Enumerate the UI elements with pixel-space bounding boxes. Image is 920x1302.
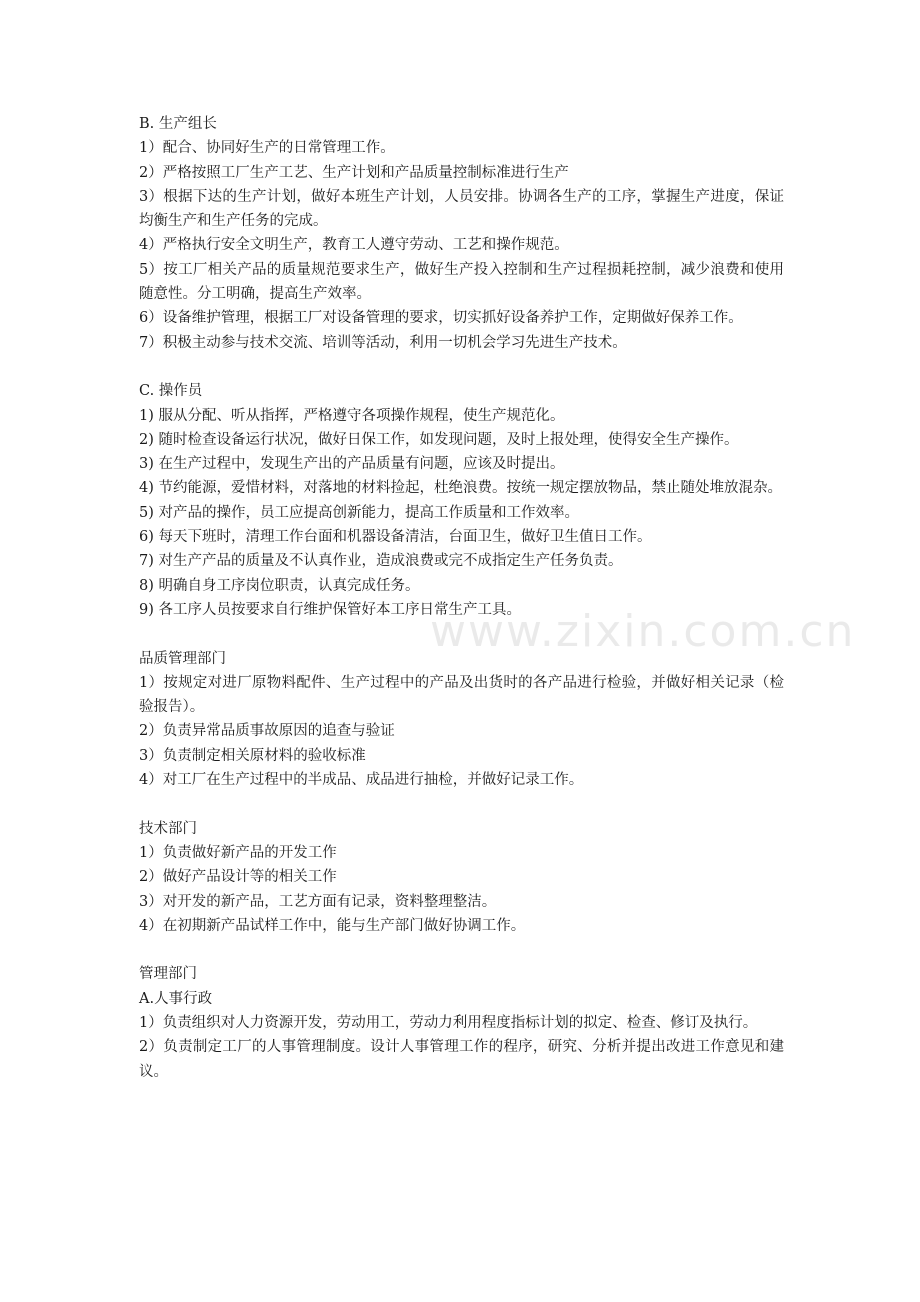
section-production-team-leader [139, 112, 784, 355]
list-item: 1) 服从分配、听从指挥，严格遵守各项操作规程，使生产规范化。 [139, 407, 565, 424]
watermark: www.zixin.com.cn [430, 606, 856, 657]
list-item: 8) 明确自身工序岗位职责，认真完成任务。 [139, 577, 420, 594]
list-item: 3）对开发的新产品，工艺方面有记录，资料整理整洁。 [139, 893, 497, 910]
sub-heading: A.人事行政 [139, 990, 213, 1007]
section-operator [139, 379, 784, 622]
document-body [139, 112, 784, 1084]
list-item: 4）对工厂在生产过程中的半成品、成品进行抽检，并做好记录工作。 [139, 772, 584, 789]
list-item: 5）按工厂相关产品的质量规范要求生产，做好生产投入控制和生产过程损耗控制，减少浪费和使用随意性。分工明确，提高生产效率。 [139, 261, 784, 303]
list-item: 3) 在生产过程中，发现生产出的产品质量有问题，应该及时提出。 [139, 456, 565, 473]
list-item: 6) 每天下班时，清理工作台面和机器设备清洁，台面卫生，做好卫生值日工作。 [139, 529, 652, 546]
list-item: 2) 随时检查设备运行状况，做好日保工作，如发现问题，及时上报处理，使得安全生产操作。 [139, 431, 739, 448]
list-item: 1）按规定对进厂原物料配件、生产过程中的产品及出货时的各产品进行检验，并做好相关记录（检验报告）。 [139, 674, 784, 716]
list-item: 6）设备维护管理，根据工厂对设备管理的要求，切实抓好设备养护工作，定期做好保养工作。 [139, 310, 743, 327]
section-quality-management [139, 647, 784, 793]
list-item: 1）负责组织对人力资源开发，劳动用工，劳动力利用程度指标计划的拟定、检查、修订及执行。 [139, 1014, 758, 1031]
list-item: 5) 对产品的操作，员工应提高创新能力，提高工作质量和工作效率。 [139, 504, 579, 521]
list-item: 3）根据下达的生产计划，做好本班生产计划，人员安排。协调各生产的工序，掌握生产进度，保证均衡生产和生产任务的完成。 [139, 188, 784, 230]
list-item: 7）积极主动参与技术交流、培训等活动，利用一切机会学习先进生产技术。 [139, 334, 627, 351]
section-heading: 管理部门 [139, 966, 197, 983]
list-item: 2）负责异常品质事故原因的追查与验证 [139, 723, 395, 740]
section-heading: B. 生产组长 [139, 116, 217, 132]
list-item: 9) 各工序人员按要求自行维护保管好本工序日常生产工具。 [139, 601, 521, 618]
section-heading: 品质管理部门 [139, 650, 226, 667]
list-item: 2）负责制定工厂的人事管理制度。设计人事管理工作的程序，研究、分析并提出改进工作意见和建议。 [139, 1039, 784, 1080]
list-item: 4）严格执行安全文明生产，教育工人遵守劳动、工艺和操作规范。 [139, 237, 569, 254]
section-management [139, 962, 784, 1083]
section-technical [139, 817, 784, 938]
list-item: 3）负责制定相关原材料的验收标准 [139, 747, 366, 764]
section-heading: C. 操作员 [139, 383, 203, 400]
list-item: 2）做好产品设计等的相关工作 [139, 869, 337, 886]
list-item: 7) 对生产产品的质量及不认真作业，造成浪费或完不成指定生产任务负责。 [139, 553, 623, 570]
section-heading: 技术部门 [139, 820, 197, 837]
list-item: 1）配合、协同好生产的日常管理工作。 [139, 140, 395, 157]
list-item: 1）负责做好新产品的开发工作 [139, 844, 337, 861]
list-item: 2）严格按照工厂生产工艺、生产计划和产品质量控制标准进行生产 [139, 164, 569, 181]
list-item: 4) 节约能源，爱惜材料，对落地的材料捡起，杜绝浪费。按统一规定摆放物品，禁止随处堆放混杂。 [139, 480, 782, 497]
list-item: 4）在初期新产品试样工作中，能与生产部门做好协调工作。 [139, 917, 526, 934]
